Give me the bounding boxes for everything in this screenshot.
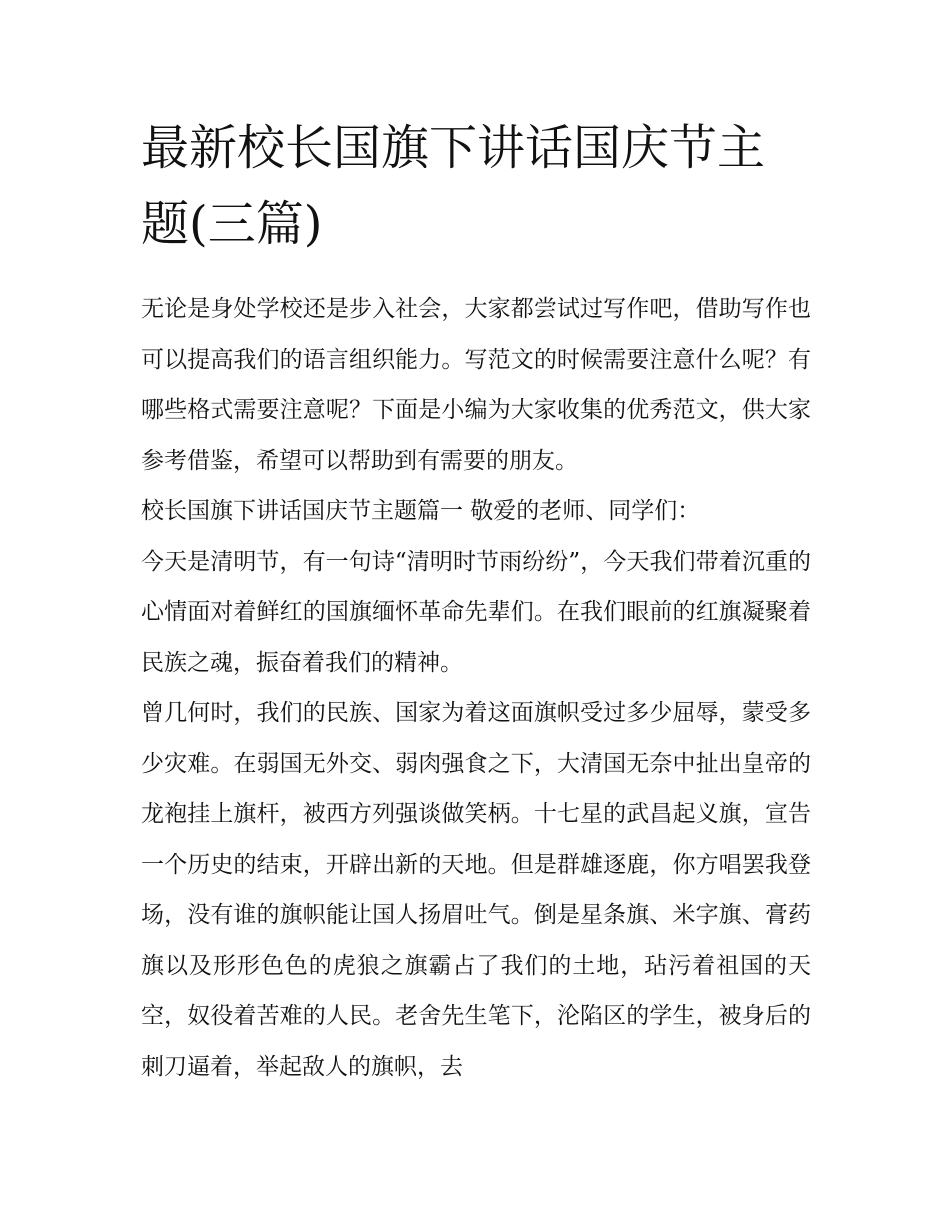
document-page	[141, 110, 811, 1092]
body-paragraph: 曾几何时，我们的民族、国家为着这面旗帜受过多少屈辱，蒙受多少灾难。在弱国无外交、弱肉强食之下，大清国无奈中扯出皇帝的龙袍挂上旗杆，被西方列强谈做笑柄。十七星的武昌起义旗，宣告一个历史的结束，开辟出新的天地。但是群雄逐鹿，你方唱罢我登场，没有谁的旗帜能让国人扬眉吐气。倒是星条旗、米字旗、膏药旗以及形形色色的虎狼之旗霸占了我们的土地，玷污着祖国的天空，奴役着苦难的人民。老舍先生笔下，沦陷区的学生，被身后的刺刀逼着，举起敌人的旗帜，去	[141, 700, 811, 1080]
section-heading: 校长国旗下讲话国庆节主题篇一 敬爱的老师、同学们：	[141, 498, 701, 524]
intro-paragraph: 无论是身处学校还是步入社会，大家都尝试过写作吧，借助写作也可以提高我们的语言组织能力。写范文的时候需要注意什么呢？有哪些格式需要注意呢？下面是小编为大家收集的优秀范文，供大家参考借鉴，希望可以帮助到有需要的朋友。	[141, 296, 811, 474]
document-title: 最新校长国旗下讲话国庆节主题(三篇)	[141, 120, 766, 252]
document-body	[141, 284, 811, 1092]
body-paragraph: 今天是清明节，有一句诗“清明时节雨纷纷”，今天我们带着沉重的心情面对着鲜红的国旗缅怀革命先辈们。在我们眼前的红旗凝聚着民族之魂，振奋着我们的精神。	[141, 548, 811, 676]
